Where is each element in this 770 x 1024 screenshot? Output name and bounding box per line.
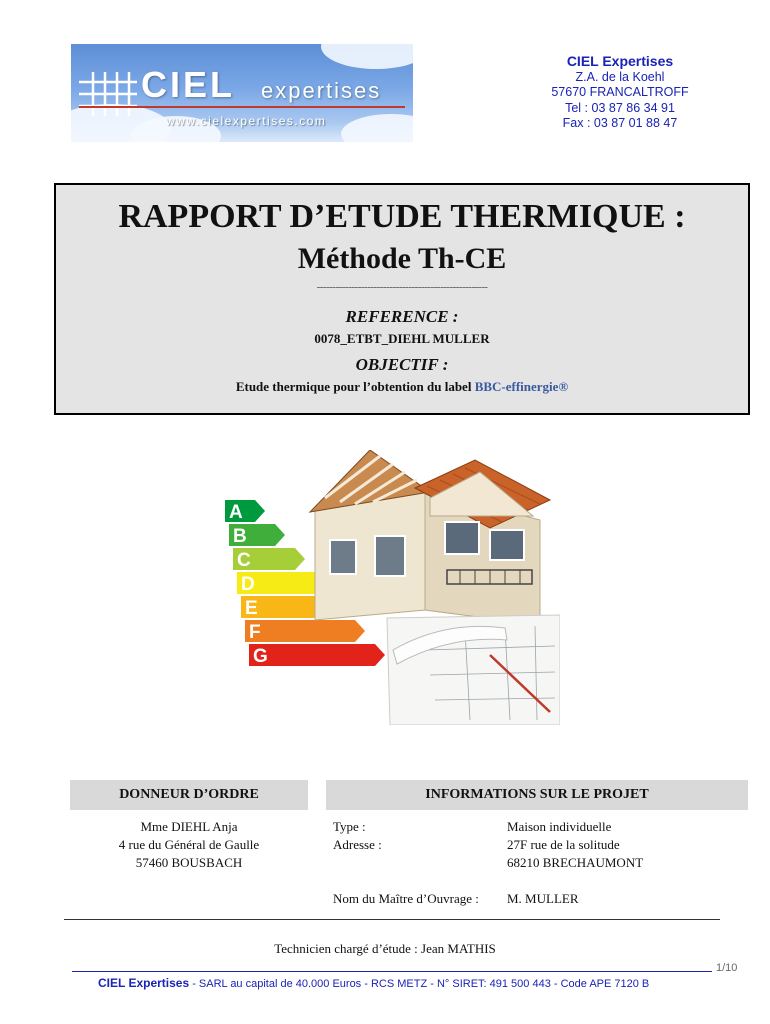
footer-legal-text: - SARL au capital de 40.000 Euros - RCS METZ - N° SIRET: 491 500 443 - Code APE 7120 B bbox=[189, 978, 650, 990]
donor-name: Mme DIEHL Anja bbox=[140, 819, 238, 834]
house-image bbox=[310, 450, 550, 625]
donor-header: DONNEUR D’ORDRE bbox=[70, 780, 308, 810]
blueprint-plans-image bbox=[387, 615, 560, 725]
title-separator: ------------------------------------------------------ bbox=[316, 281, 488, 293]
owner-value: M. MULLER bbox=[507, 891, 579, 906]
type-value: Maison individuelle bbox=[507, 819, 612, 834]
energy-letter-a: A bbox=[229, 502, 243, 523]
address-line2: 68210 BRECHAUMONT bbox=[507, 855, 644, 870]
energy-letter-c: C bbox=[237, 550, 251, 571]
report-subtitle: Méthode Th-CE bbox=[297, 242, 507, 275]
donor-details bbox=[78, 818, 300, 872]
report-title-box bbox=[54, 183, 750, 415]
reference-value: 0078_ETBT_DIEHL MULLER bbox=[314, 331, 490, 346]
owner-label: Nom du Maître d’Ouvrage : bbox=[333, 891, 479, 906]
company-contact bbox=[520, 54, 720, 132]
objective-text-main: Etude thermique pour l’obtention du label bbox=[235, 379, 475, 394]
page-number: 1/10 bbox=[716, 962, 738, 974]
address-line1: 27F rue de la solitude bbox=[507, 837, 620, 852]
company-tel: Tel : 03 87 86 34 91 bbox=[565, 100, 675, 115]
energy-bar-g bbox=[249, 644, 385, 666]
logo-brand: CIEL bbox=[141, 64, 236, 105]
energy-letter-b: B bbox=[233, 526, 247, 547]
company-address1: Z.A. de la Koehl bbox=[575, 69, 665, 84]
donor-city: 57460 BOUSBACH bbox=[135, 855, 243, 870]
company-address2: 57670 FRANCALTROFF bbox=[551, 85, 689, 99]
logo-red-line bbox=[79, 106, 405, 108]
house-energy-illustration bbox=[215, 450, 560, 725]
technician: Technicien chargé d’étude : Jean MATHIS bbox=[274, 941, 496, 956]
energy-letter-e: E bbox=[245, 598, 258, 619]
energy-bar-f bbox=[245, 620, 365, 642]
logo-url: www.cielexpertises.com bbox=[166, 114, 327, 128]
footer-line bbox=[72, 971, 712, 972]
objective-label: OBJECTIF : bbox=[355, 355, 449, 374]
logo-brand-suffix: expertises bbox=[261, 78, 382, 103]
grid-logo-icon bbox=[79, 72, 137, 116]
company-logo bbox=[71, 44, 413, 142]
energy-letter-f: F bbox=[249, 622, 261, 643]
project-header: INFORMATIONS SUR LE PROJET bbox=[326, 780, 748, 810]
energy-letter-g: G bbox=[253, 646, 268, 667]
type-label: Type : bbox=[333, 819, 366, 834]
footer-company: CIEL Expertises bbox=[98, 976, 190, 990]
company-name: CIEL Expertises bbox=[566, 53, 674, 69]
report-title: RAPPORT D’ETUDE THERMIQUE : bbox=[118, 198, 686, 235]
company-fax: Fax : 03 87 01 88 47 bbox=[562, 116, 678, 130]
energy-letter-d: D bbox=[241, 574, 255, 595]
section-divider bbox=[64, 919, 720, 920]
objective-text bbox=[56, 379, 748, 395]
donor-street: 4 rue du Général de Gaulle bbox=[118, 837, 260, 852]
footer-legal bbox=[98, 976, 649, 990]
reference-label: REFERENCE : bbox=[345, 307, 459, 326]
address-label: Adresse : bbox=[333, 837, 382, 852]
bbc-label: BBC-effinergie® bbox=[474, 379, 569, 394]
